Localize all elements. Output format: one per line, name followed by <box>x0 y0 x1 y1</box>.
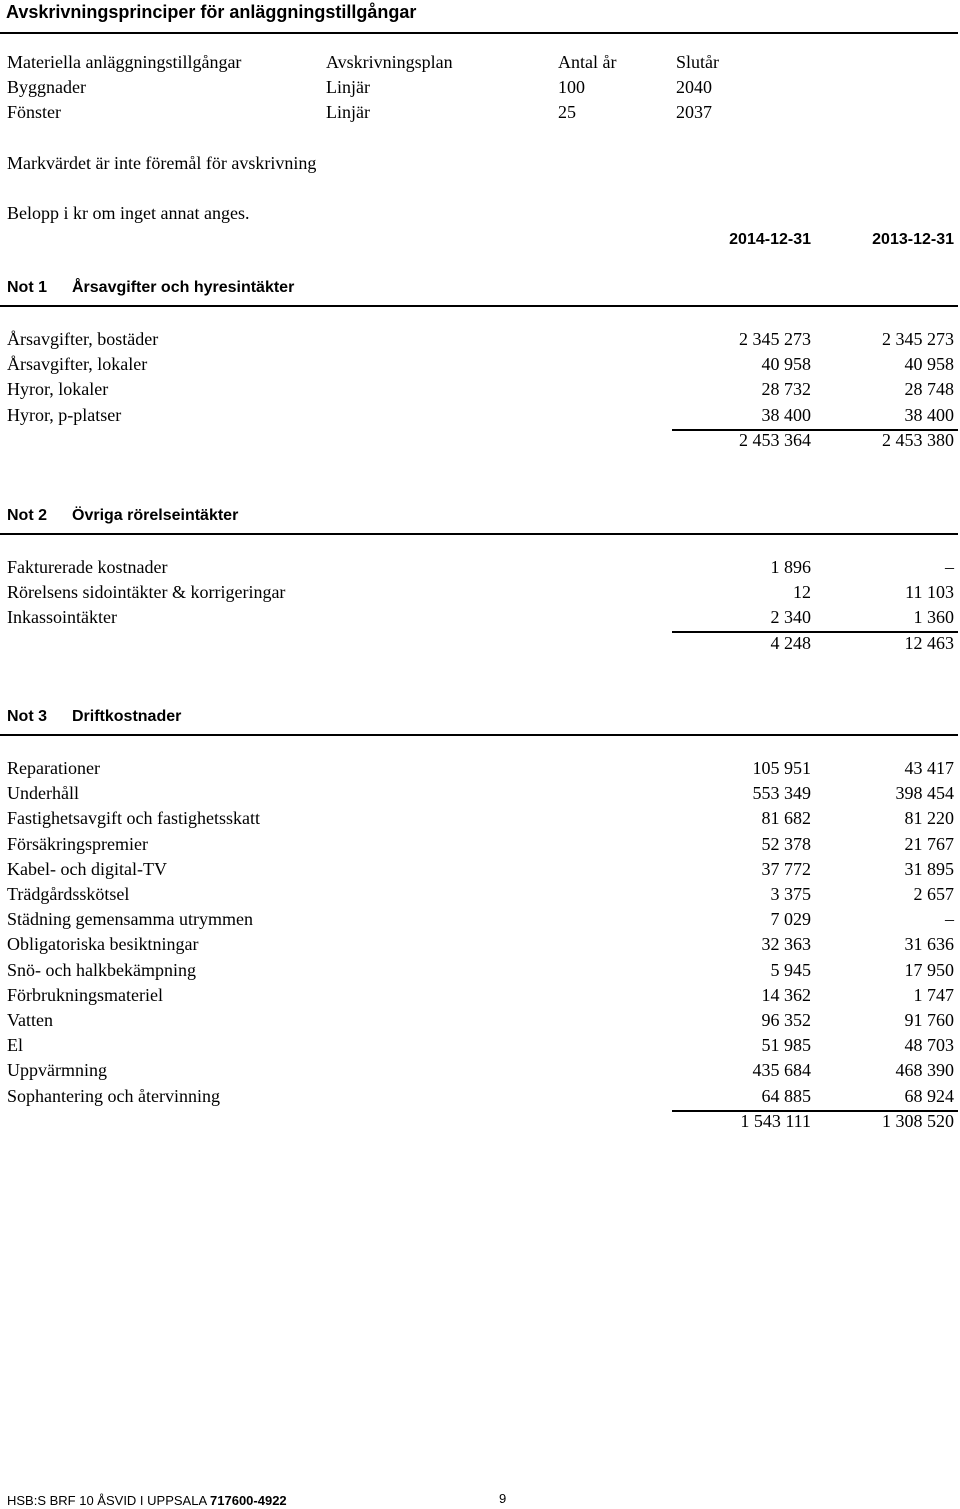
note-row-label: Hyror, p-platser <box>7 405 122 425</box>
note-header-rule <box>0 533 958 535</box>
note-row-value-2014: 96 352 <box>761 1010 811 1030</box>
note-row-value-2014: 7 029 <box>770 909 811 929</box>
note-row-label: Sophantering och återvinning <box>7 1086 220 1106</box>
assets-header-plan: Avskrivningsplan <box>326 52 453 72</box>
note-row-value-2014: 40 958 <box>761 354 811 374</box>
note-row-label: Underhåll <box>7 783 79 803</box>
note-row-value-2013: 2 657 <box>913 884 954 904</box>
note-row-label: Snö- och halkbekämpning <box>7 960 196 980</box>
assets-row-0-years: 100 <box>558 77 585 97</box>
note-row-label: Uppvärmning <box>7 1060 107 1080</box>
note-row-value-2014: 64 885 <box>761 1086 811 1106</box>
note-row-label: Städning gemensamma utrymmen <box>7 909 253 929</box>
assets-row-1-type: Fönster <box>7 102 61 122</box>
assets-row-1-years: 25 <box>558 102 576 122</box>
note-row-label: Fastighetsavgift och fastighetsskatt <box>7 808 260 828</box>
note-row-label: Årsavgifter, bostäder <box>7 329 159 349</box>
note-row-value-2014: 5 945 <box>770 960 811 980</box>
assets-header-type: Materiella anläggningstillgångar <box>7 52 242 72</box>
note-row-value-2013: – <box>945 557 954 577</box>
note-row-label: Hyror, lokaler <box>7 379 109 399</box>
note-row-value-2013: 28 748 <box>904 379 954 399</box>
note-total-2014: 1 543 111 <box>740 1111 811 1131</box>
note-row-label: El <box>7 1035 23 1055</box>
note-row-value-2014: 52 378 <box>761 834 811 854</box>
note-number: Not 3 <box>7 708 47 725</box>
note-row-label: Vatten <box>7 1010 53 1030</box>
note-row-value-2013: 2 345 273 <box>882 329 954 349</box>
note-row-value-2013: 31 636 <box>904 934 954 954</box>
note-row-value-2013: 31 895 <box>904 859 954 879</box>
note-row-value-2014: 14 362 <box>761 985 811 1005</box>
note-row-value-2014: 32 363 <box>761 934 811 954</box>
note-row-value-2013: – <box>945 909 954 929</box>
note-title: Årsavgifter och hyresintäkter <box>72 279 295 296</box>
note-row-value-2014: 51 985 <box>761 1035 811 1055</box>
note-row-value-2013: 43 417 <box>904 758 954 778</box>
note-header-rule <box>0 305 958 307</box>
note-row-value-2014: 2 345 273 <box>739 329 811 349</box>
note-row-label: Kabel- och digital-TV <box>7 859 167 879</box>
note-total-2013: 1 308 520 <box>882 1111 954 1131</box>
footer-organization <box>7 1493 287 1508</box>
note-row-value-2013: 1 360 <box>913 607 954 627</box>
note-row-value-2013: 398 454 <box>895 783 954 803</box>
note-row-value-2013: 91 760 <box>904 1010 954 1030</box>
note-row-value-2013: 38 400 <box>904 405 954 425</box>
note-total-2013: 12 463 <box>904 633 954 653</box>
note-row-value-2014: 105 951 <box>752 758 811 778</box>
note-row-label: Försäkringspremier <box>7 834 148 854</box>
note-total-2013: 2 453 380 <box>882 430 954 450</box>
note-row-label: Rörelsens sidointäkter & korrigeringar <box>7 582 286 602</box>
note-title: Övriga rörelseintäkter <box>72 507 239 524</box>
note-row-value-2014: 435 684 <box>752 1060 811 1080</box>
assets-row-1-endyear: 2037 <box>676 102 712 122</box>
assets-header-years: Antal år <box>558 52 617 72</box>
amounts-note: Belopp i kr om inget annat anges. <box>7 203 250 223</box>
footer-org-number: 717600-4922 <box>210 1493 287 1508</box>
note-number: Not 2 <box>7 507 47 524</box>
note-row-label: Trädgårdsskötsel <box>7 884 130 904</box>
assets-header-endyear: Slutår <box>676 52 719 72</box>
note-row-value-2014: 81 682 <box>761 808 811 828</box>
note-row-label: Fakturerade kostnader <box>7 557 168 577</box>
note-row-value-2014: 3 375 <box>770 884 811 904</box>
note-row-value-2014: 28 732 <box>761 379 811 399</box>
footer-page-number: 9 <box>499 1491 507 1506</box>
note-row-value-2013: 21 767 <box>904 834 954 854</box>
land-note: Markvärdet är inte föremål för avskrivning <box>7 153 317 173</box>
note-total-2014: 2 453 364 <box>739 430 811 450</box>
note-row-value-2013: 81 220 <box>904 808 954 828</box>
note-row-value-2013: 48 703 <box>904 1035 954 1055</box>
note-number: Not 1 <box>7 279 47 296</box>
note-header-rule <box>0 734 958 736</box>
note-row-value-2013: 40 958 <box>904 354 954 374</box>
note-row-value-2014: 2 340 <box>770 607 811 627</box>
note-row-label: Inkassointäkter <box>7 607 117 627</box>
assets-row-0-endyear: 2040 <box>676 77 712 97</box>
assets-row-0-type: Byggnader <box>7 77 86 97</box>
assets-row-0-plan: Linjär <box>326 77 370 97</box>
note-row-value-2014: 553 349 <box>752 783 811 803</box>
column-header-2013: 2013-12-31 <box>872 231 954 248</box>
note-row-value-2013: 68 924 <box>904 1086 954 1106</box>
note-row-label: Förbrukningsmateriel <box>7 985 163 1005</box>
note-row-value-2013: 468 390 <box>895 1060 954 1080</box>
note-row-value-2014: 38 400 <box>761 405 811 425</box>
note-row-label: Obligatoriska besiktningar <box>7 934 199 954</box>
note-row-value-2014: 1 896 <box>770 557 811 577</box>
note-title: Driftkostnader <box>72 708 182 725</box>
note-row-value-2013: 1 747 <box>913 985 954 1005</box>
note-row-value-2014: 37 772 <box>761 859 811 879</box>
note-row-label: Reparationer <box>7 758 100 778</box>
page-heading: Avskrivningsprinciper för anläggningstillgångar <box>6 2 417 22</box>
note-total-2014: 4 248 <box>770 633 811 653</box>
footer-org-name: HSB:S BRF 10 ÅSVID I UPPSALA <box>7 1493 211 1508</box>
heading-rule <box>0 32 958 34</box>
note-row-value-2013: 17 950 <box>904 960 954 980</box>
column-header-2014: 2014-12-31 <box>729 231 811 248</box>
assets-row-1-plan: Linjär <box>326 102 370 122</box>
note-row-label: Årsavgifter, lokaler <box>7 354 148 374</box>
note-row-value-2013: 11 103 <box>905 582 954 602</box>
note-row-value-2014: 12 <box>793 582 811 602</box>
